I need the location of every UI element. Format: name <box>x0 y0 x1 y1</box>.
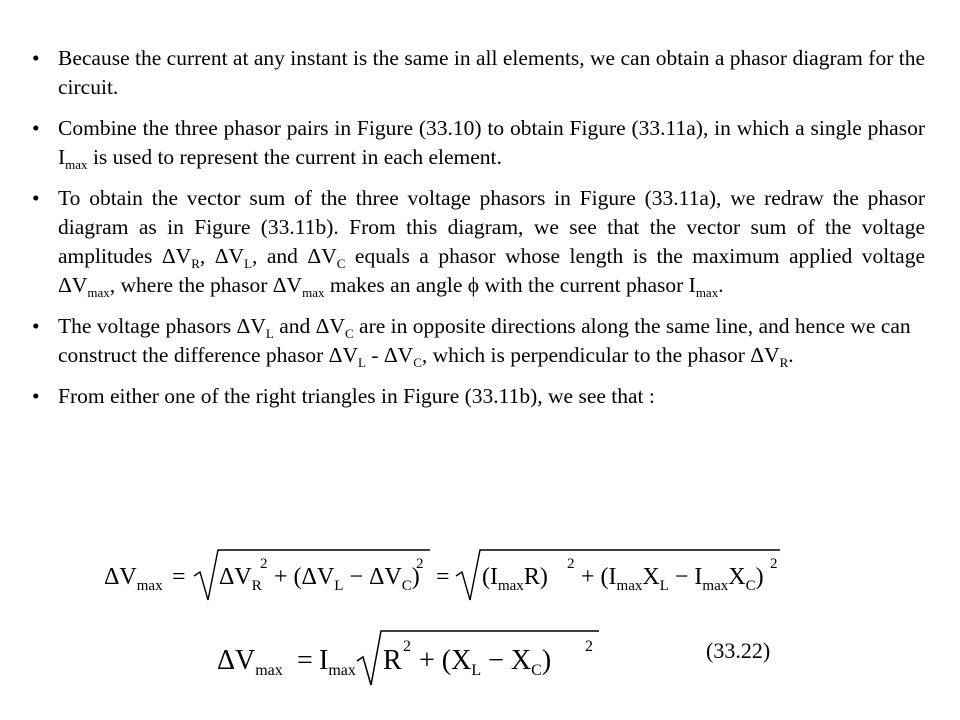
bullet-text: From either one of the right triangles in Figure (33.11b), we see that : <box>58 384 655 408</box>
equation-number: (33.22) <box>706 638 771 663</box>
bullet-text: Combine the three phasor pairs in Figure (33.10) to obtain Figure (33.11a), in which a single phasor $I_{max}$ is used to represent the current in each element. <box>58 116 925 172</box>
eq1-term-imax-r: $(I_{max}R)$ <box>482 564 548 594</box>
bullet-list <box>32 44 925 423</box>
bullet-item-4 <box>32 312 925 370</box>
eq1-sup-xl-xc: 2 <box>770 556 778 572</box>
bullet-dot: • <box>32 314 40 338</box>
eq1-term-vl-vc: + $(\Delta V_L - \Delta V_C)$ <box>274 564 420 594</box>
bullet-item-1 <box>32 44 925 102</box>
bullet-item-3 <box>32 184 925 300</box>
bullet-item-2 <box>32 114 925 172</box>
eq2-r: R <box>383 645 402 676</box>
eq2-sup-r: 2 <box>403 638 411 655</box>
bullet-text: The voltage phasors $\Delta V_L$ and $\Delta V_C$ are in opposite directions along the same line, and hence we can construct the difference phasor $\Delta V_L - \Delta V_C$, which is perpendicular to the phasor $\Delta V_R$. <box>58 314 911 370</box>
bullet-dot: • <box>32 116 40 140</box>
eq2-lhs: $\Delta V_{max}$ <box>217 645 283 679</box>
bullet-text: Because the current at any instant is the same in all elements, we can obtain a phasor diagram for the circuit. <box>58 46 925 99</box>
equation-delta-v-max-expansion <box>102 546 802 606</box>
eq1-sup-vr: 2 <box>260 556 268 572</box>
equation-33-22 <box>215 625 615 689</box>
bullet-dot: • <box>32 384 40 408</box>
eq1-term-vr: $\Delta V_R$ <box>219 564 262 594</box>
bullet-dot: • <box>32 186 40 210</box>
eq1-equals-2: = <box>436 564 450 590</box>
eq1-equals: = <box>172 564 186 590</box>
eq1-lhs: $\Delta V_{max}$ <box>104 564 163 594</box>
eq2-imax: $I_{max}$ <box>319 645 356 679</box>
bullet-text: To obtain the vector sum of the three voltage phasors in Figure (33.11a), we redraw the phasor diagram as in Figure (33.11b). From this diagram, we see that the vector sum of the voltage amplitudes $\Delta V_R$, $\Delta V_L$, and $\Delta V_C$ equals a phasor whose length is the maximum applied voltage $\Delta V_{max}$, where the phasor $\Delta V_{max}$ makes an angle ϕ with the current phasor $I_{max}$. <box>58 186 925 300</box>
eq1-sup-vl-vc: 2 <box>416 556 424 572</box>
eq2-term-xl-xc: + $(X_L - X_C)$ <box>419 645 552 679</box>
bullet-item-5 <box>32 382 925 411</box>
eq1-term-xl-xc: + $(I_{max}X_L - I_{max}X_C)$ <box>581 564 764 594</box>
eq1-sup-imax-r: 2 <box>567 556 575 572</box>
eq2-sup-xl-xc: 2 <box>585 638 593 655</box>
bullet-dot: • <box>32 46 40 70</box>
eq2-equals: = <box>297 645 313 676</box>
